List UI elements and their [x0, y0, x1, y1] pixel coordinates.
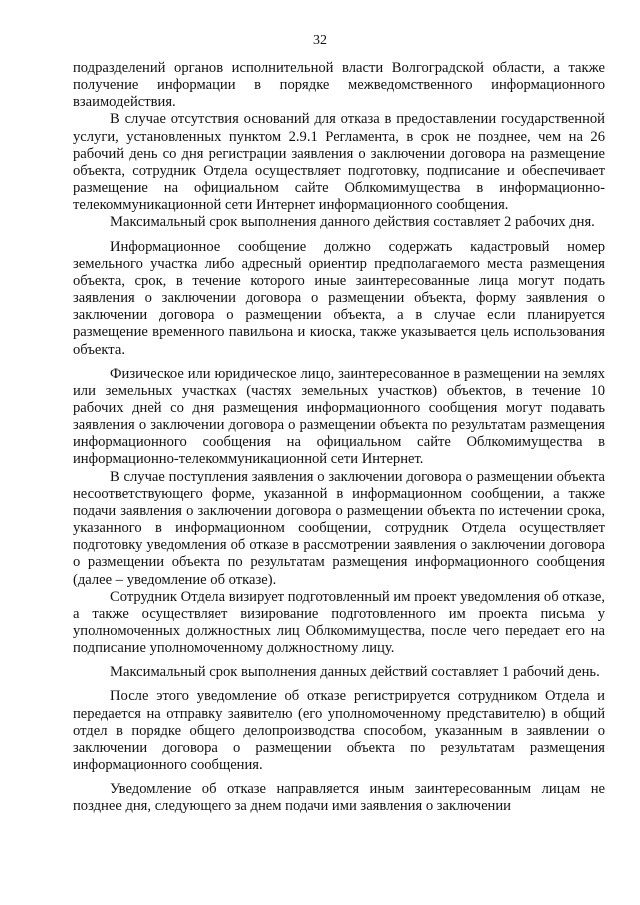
paragraph-7: Сотрудник Отдела визирует подготовленный им проект уведомления об отказе, а также осуществляет визирование подготовленного им проекта письма у уполномоченных должностных лиц Облкомимущества, после чего передает его на подписание уполномоченному должностному лицу.: [73, 588, 605, 657]
paragraph-1: подразделений органов исполнительной власти Волгоградской области, а также получение информации в порядке межведомственного информационного взаимодействия.: [73, 60, 605, 111]
paragraph-5: Физическое или юридическое лицо, заинтересованное в размещении на землях или земельных участках (частях земельных участков) объектов, в течение 10 рабочих дней со дня размещения информационного сообщения могут подавать заявления о заключении договора о размещении объекта по результатам размещения информационного сообщения на официальном сайте Облкомимущества в информационно-телекоммуникационной сети Интернет.: [73, 365, 605, 468]
paragraph-2: В случае отсутствия оснований для отказа в предоставлении государственной услуги, установленных пунктом 2.9.1 Регламента, в срок не позднее, чем на 26 рабочий день со дня регистрации заявления о заключении договора на размещение объекта, сотрудник Отдела осуществляет подготовку, подписание и обеспечивает размещение на официальном сайте Облкомимущества в информационно-телекоммуникационной сети Интернет информационного сообщения.: [73, 111, 605, 214]
paragraph-4: Информационное сообщение должно содержать кадастровый номер земельного участка либо адресный ориентир предполагаемого места размещения объекта, срок, в течение которого иные заинтересованные лица могут подать заявления о заключении договора о размещении объекта, форму заявления о заключении договора о размещении объекта, а в случае если планируется размещение временного павильона и киоска, также указывается цель использования объекта.: [73, 238, 605, 358]
paragraph-9: После этого уведомление об отказе регистрируется сотрудником Отдела и передается на отправку заявителю (его уполномоченному представителю) в общий отдел в порядке общего делопроизводства способом, указанным в заявлении о заключении договора о размещении объекта по результатам размещения информационного сообщения.: [73, 688, 605, 774]
document-body: [73, 60, 605, 816]
paragraph-10: Уведомление об отказе направляется иным заинтересованным лицам не позднее дня, следующего за днем подачи ими заявления о заключении: [73, 781, 605, 815]
paragraph-3: Максимальный срок выполнения данного действия составляет 2 рабочих дня.: [110, 214, 595, 231]
paragraph-6: В случае поступления заявления о заключении договора о размещении объекта несоответствующего форме, указанной в информационном сообщении, а также подачи заявления о заключении договора о размещении объекта по истечении срока, указанного в информационном сообщении, сотрудник Отдела осуществляет подготовку уведомления об отказе в рассмотрении заявления о заключении договора о размещении объекта по результатам размещения информационного сообщения (далее – уведомление об отказе).: [73, 468, 605, 588]
page-number: 32: [313, 33, 327, 48]
paragraph-8: Максимальный срок выполнения данных действий составляет 1 рабочий день.: [110, 664, 600, 681]
